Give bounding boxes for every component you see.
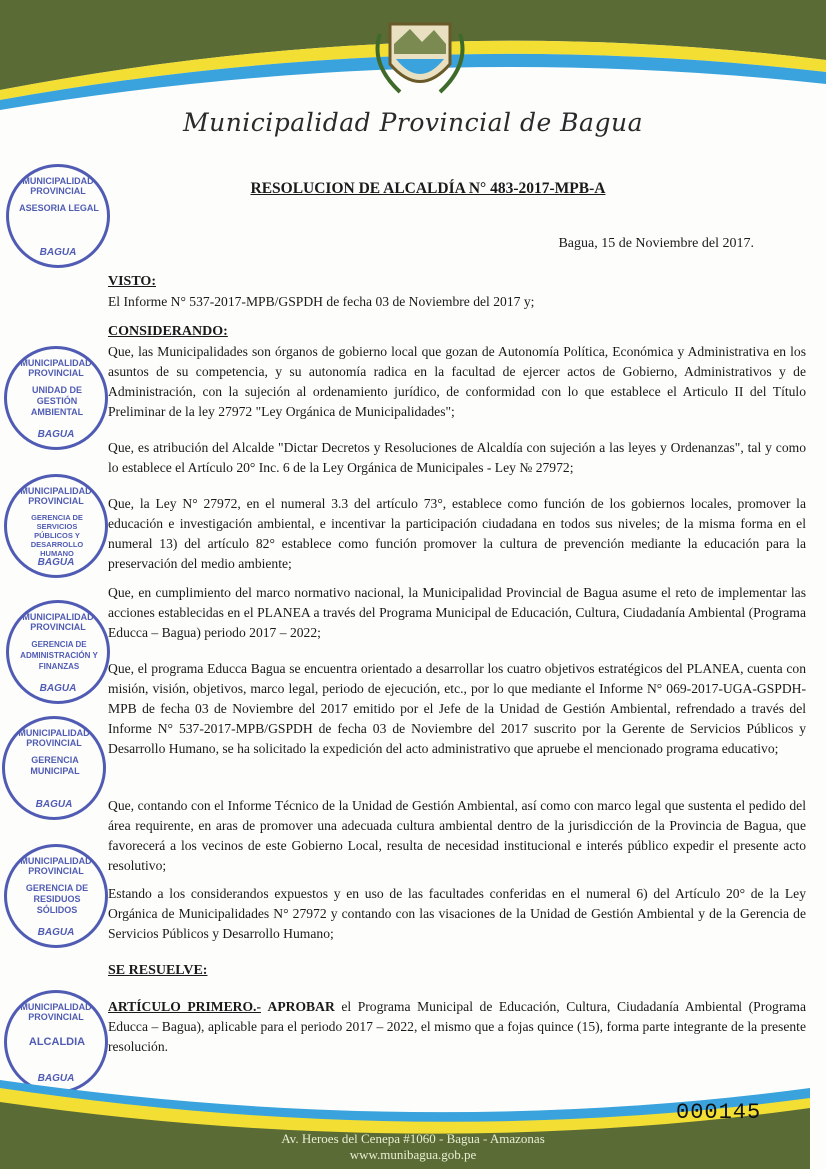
stamp-gerencia-municipal: MUNICIPALIDAD PROVINCIAL GERENCIA MUNICIPAL BAGUA [2,716,106,820]
stamp-asesoria-legal: MUNICIPALIDAD PROVINCIAL ASESORIA LEGAL BAGUA [6,164,110,268]
considerando-paragraph: Que, es atribución del Alcalde "Dictar Decretos y Resoluciones de Alcaldía con sujeción a las leyes y Ordenanzas", tal y como lo establece el Artículo 20° Inc. 6 de la Ley Orgánica de Municipales - Ley № 27972; [108,440,806,475]
visto-text: El Informe N° 537-2017-MPB/GSPDH de fecha 03 de Noviembre del 2017 y; [108,294,535,309]
articulo-label: ARTÍCULO PRIMERO.- [108,999,261,1014]
folio-number: 000145 [676,1100,762,1125]
considerando-paragraph: Estando a los considerandos expuestos y en uso de las facultades conferidas en el numeral 6) del Artículo 20° de la Ley Orgánica de Municipalidades N° 27972 y contando con las visaciones de la Unidad de Gestión Ambiental y de la Gerencia de Servicios Públicos y Desarrollo Humano; [108,886,806,941]
considerando-paragraph: Que, en cumplimiento del marco normativo nacional, la Municipalidad Provincial de Bagua asume el reto de implementar las acciones establecidas en el PLANEA a través del Programa Municipal de Educación, Cultura, Ciudadanía Ambiental (Programa Educca – Bagua) periodo 2017 – 2022; [108,585,806,640]
footer-contact [0,1131,826,1163]
articulo-verb: APROBAR [267,999,335,1014]
considerando-paragraph: Que, la Ley N° 27972, en el numeral 3.3 del artículo 73°, establece como función de los gobiernos locales, promover la educación e investigación ambiental, e incentivar la participación ciudadana en todos sus niveles; de la misma forma en el numeral 13) del artículo 82° establece como función promover la cultura de prevención mediante la educación para la preservación del medio ambiente; [108,496,806,571]
municipal-crest-logo [360,4,480,104]
footer-website: www.munibagua.gob.pe [349,1147,477,1162]
visto-section [108,272,806,312]
municipality-name: Municipalidad Provincial de Bagua [183,108,643,137]
resuelve-heading: SE RESUELVE: [108,963,208,978]
visto-heading: VISTO: [108,274,156,289]
considerando-heading: CONSIDERANDO: [108,324,228,339]
articulo-primero [108,997,806,1057]
footer-address: Av. Heroes del Cenepa #1060 - Bagua - Amazonas [281,1131,545,1146]
stamp-residuos-solidos: MUNICIPALIDAD PROVINCIAL GERENCIA DE RESIDUOS SÓLIDOS BAGUA [4,844,108,948]
document-date: Bagua, 15 de Noviembre del 2017. [558,236,754,251]
resolution-title: RESOLUCION DE ALCALDÍA N° 483-2017-MPB-A [250,180,606,197]
considerando-paragraph: Que, el programa Educca Bagua se encuentra orientado a desarrollar los cuatro objetivos estratégicos del PLANEA, cuenta con misión, visión, objetivos, marco legal, periodo de ejecución, etc., por lo que mediante el Informe N° 069-2017-UGA-GSPDH-MPB de fecha 03 de Noviembre del 2017 emitido por el Jefe de la Unidad de Gestión Ambiental, refrendado a través del Informe N° 537-2017-MPB/GSPDH de fecha 03 de Noviembre del 2017 suscrito por la Gerente de Servicios Públicos y Desarrollo Humano, se ha solicitado la expedición del acto administrativo que apruebe el mencionado programa educativo; [108,661,806,756]
articulo-text: el Programa Municipal de Educación, Cultura, Ciudadanía Ambiental (Programa Educca – Bagua), aplicable para el periodo 2017 – 2022, el mismo que a fojas quince (15), forma parte integrante de la presente resolución. [108,999,807,1054]
considerando-paragraph: Que, las Municipalidades son órganos de gobierno local que gozan de Autonomía Política, Económica y Administrativa en los asuntos de su competencia, y su autonomía radica en la facultad de ejercer actos de Gobierno, Administrativos y de Administración, con la sujeción al ordenamiento jurídico, de conformidad con lo que establece el Articulo II del Título Preliminar de la ley 27972 "Ley Orgánica de Municipalidades"; [108,344,806,419]
stamp-gestion-ambiental: MUNICIPALIDAD PROVINCIAL UNIDAD DE GESTIÓN AMBIENTAL BAGUA [4,346,108,450]
considerando-paragraph: Que, contando con el Informe Técnico de la Unidad de Gestión Ambiental, así como con marco legal que sustenta el pedido del área requirente, en aras de promover una adecuada cultura ambiental dentro de la jurisdicción de la Provincia de Bagua, que favorecerá a los vecinos de este Gobierno Local, resulta de necesidad institucional e interés público expedir el presente acto resolutivo; [108,798,806,873]
stamp-alcaldia: MUNICIPALIDAD PROVINCIAL ALCALDIA BAGUA [4,990,108,1094]
stamp-administracion-finanzas: MUNICIPALIDAD PROVINCIAL GERENCIA DE ADMINISTRACIÓN Y FINANZAS BAGUA [6,600,110,704]
stamp-servicios-publicos: MUNICIPALIDAD PROVINCIAL GERENCIA DE SERVICIOS PÚBLICOS Y DESARROLLO HUMANO BAGUA [4,474,108,578]
